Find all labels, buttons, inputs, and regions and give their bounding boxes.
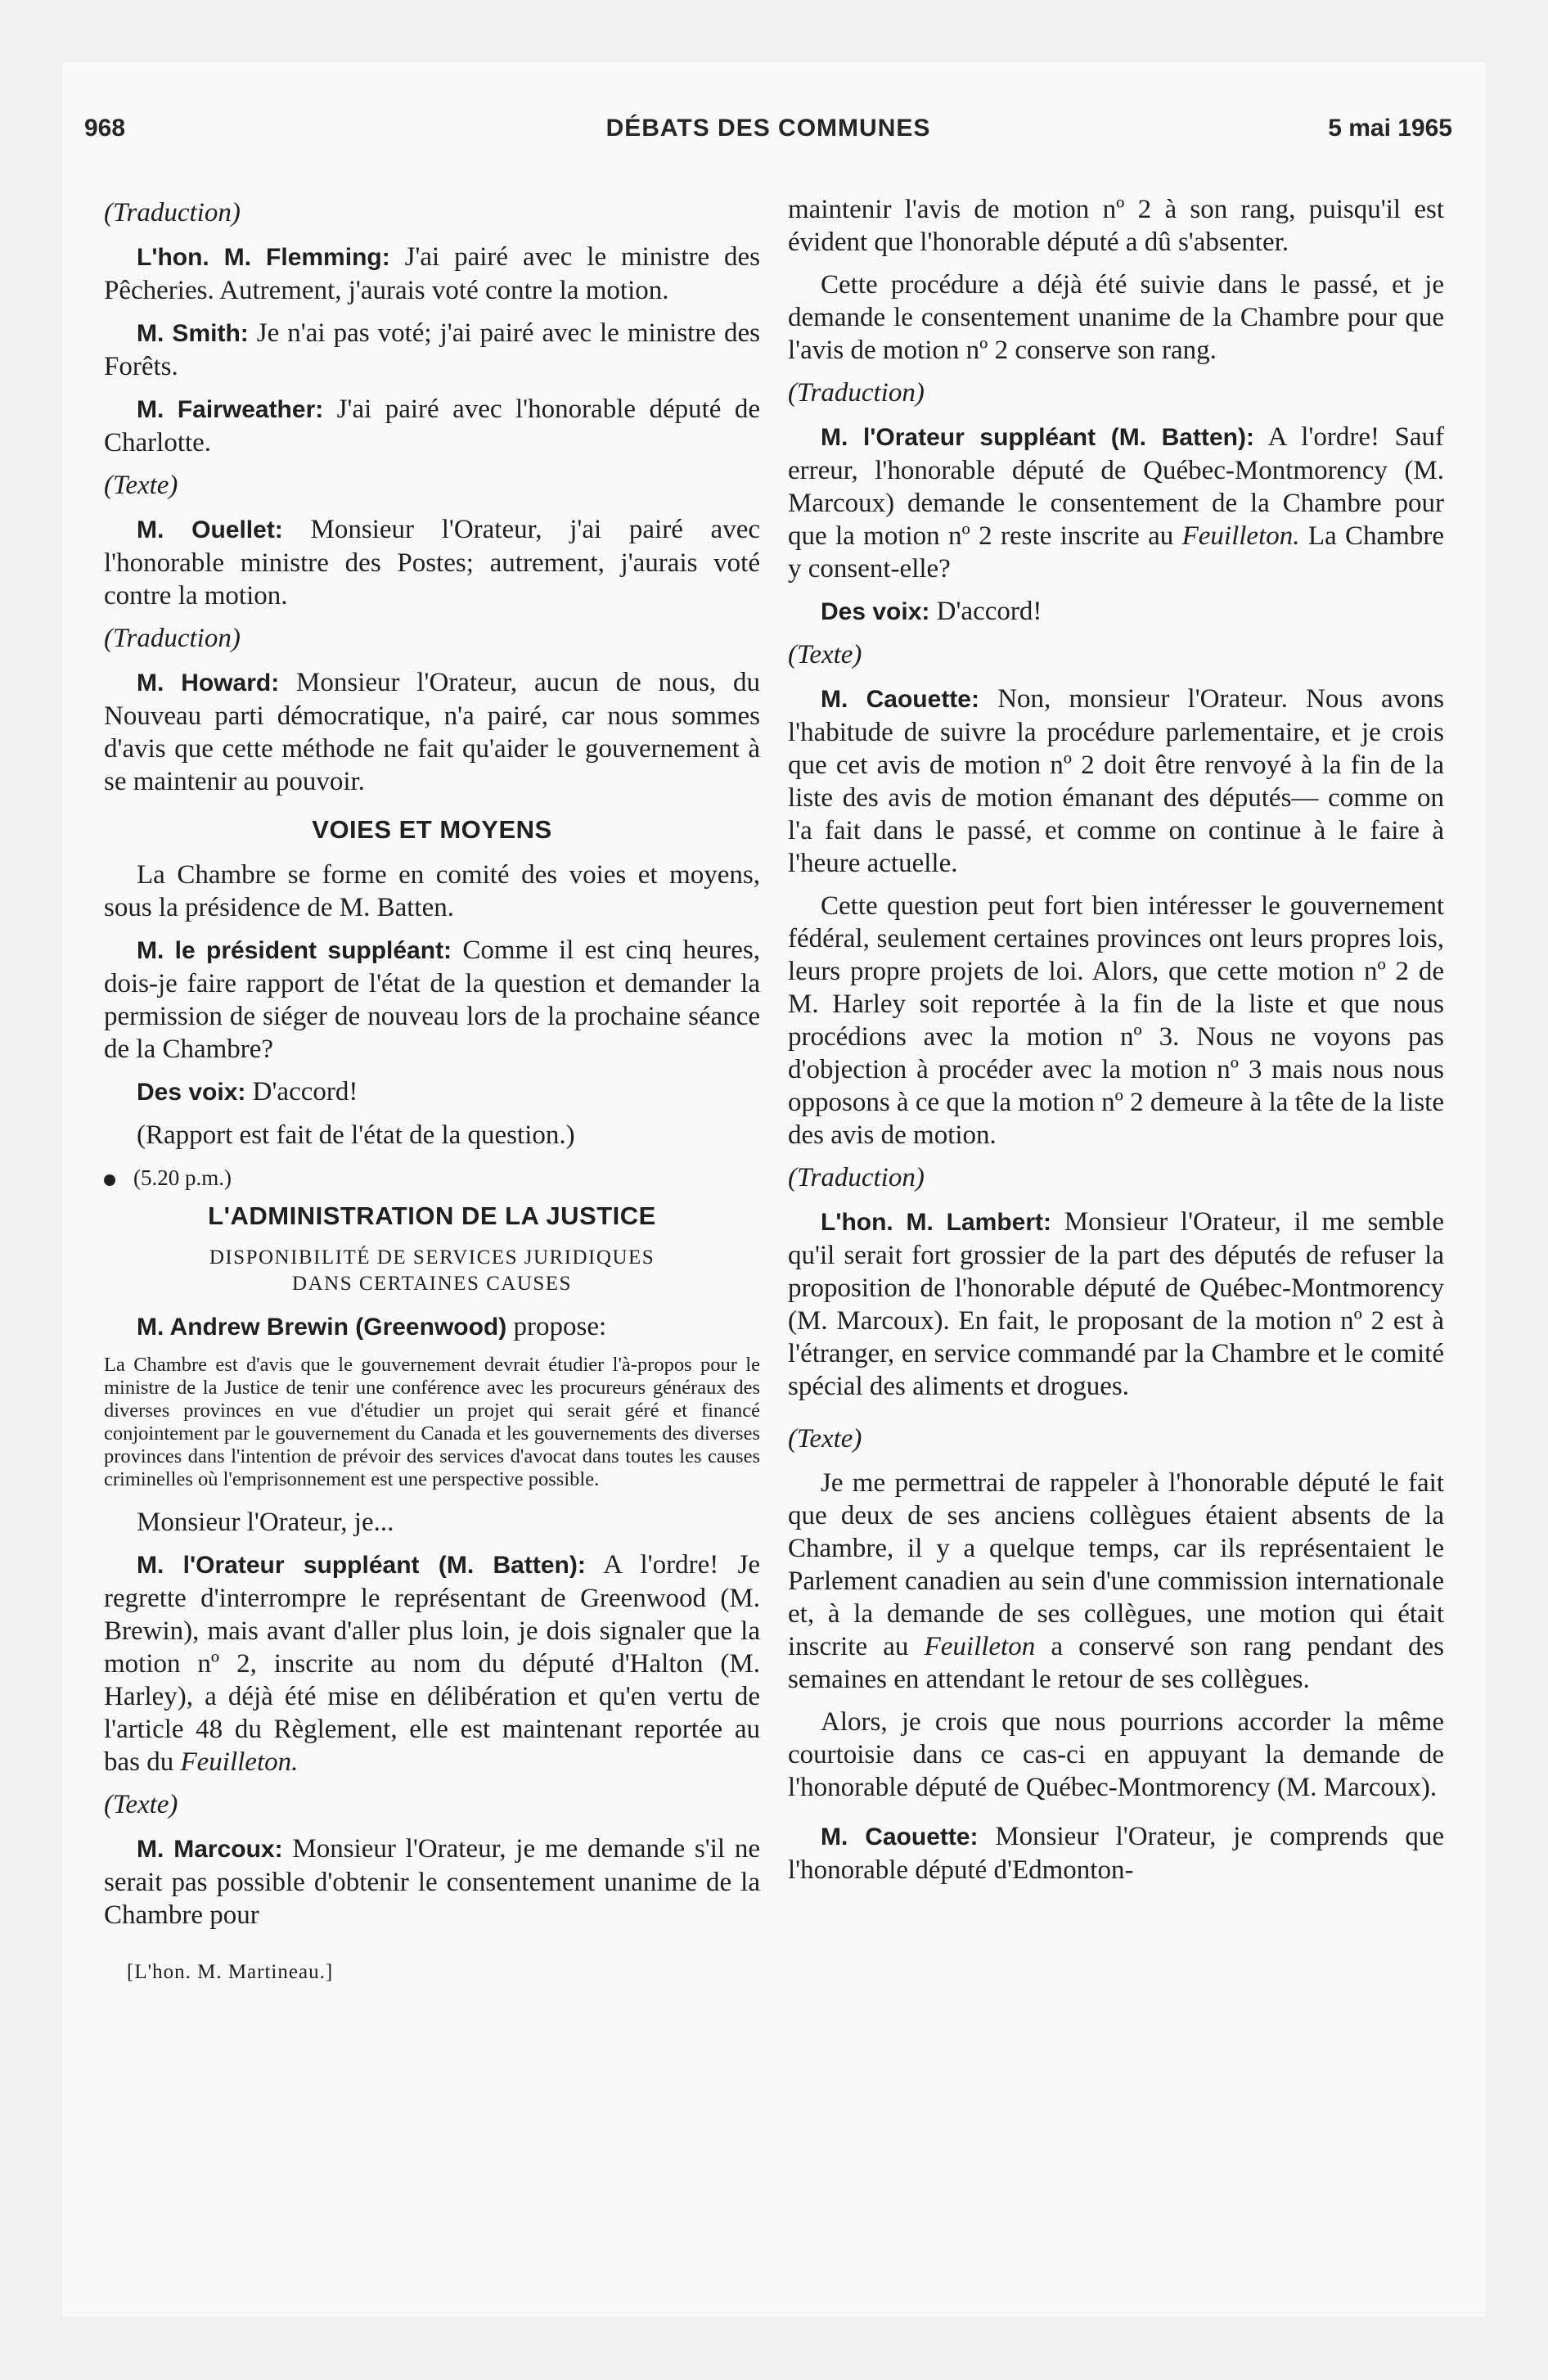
speech-text: Comme il est cinq heures, dois-je faire rapport de l'état de la question et demander la permission de siéger de nouveau lors de la prochaine séance de la Chambre?: [104, 935, 760, 1064]
publication-date: 5 mai 1965: [1328, 115, 1452, 142]
speech-text: Monsieur l'Orateur, j'ai pairé avec l'honorable ministre des Postes; autrement, j'aurais voté contre la motion.: [104, 515, 760, 611]
speaker-name: Des voix:: [137, 1079, 246, 1106]
paragraph: [788, 1820, 1444, 1886]
paragraph: [104, 513, 760, 612]
speech-text: a conservé son rang pendant des semaines en attendant le retour de ses collègues.: [788, 1632, 1444, 1694]
speech-text: D'accord!: [929, 597, 1042, 626]
speech-text: La Chambre y consent-elle?: [788, 521, 1444, 584]
language-label: (Texte): [788, 640, 862, 669]
paragraph: [104, 1832, 760, 1931]
paragraph: [104, 317, 760, 383]
speech-text: Monsieur l'Orateur, il me semble qu'il serait fort grossier de la part des députés de refuser la proposition de l'honorable député de Québec-Montmorency (M. Marcoux). En fait, le proposant de la motion nº 2 est à l'étranger, en service commandé par la Chambre et le comité spécial des aliments et drogues.: [788, 1207, 1444, 1401]
speech-text: Monsieur l'Orateur, je comprends que l'honorable député d'Edmonton-: [788, 1822, 1444, 1885]
section-heading: L'ADMINISTRATION DE LA JUSTICE: [208, 1201, 656, 1230]
italic-text: Feuilleton.: [1181, 521, 1300, 551]
paragraph: [104, 1310, 760, 1344]
speaker-name: M. le président suppléant:: [137, 937, 452, 964]
paragraph: [788, 595, 1444, 629]
paragraph: [788, 683, 1444, 880]
paragraph: [104, 1548, 760, 1778]
speech-text: A l'ordre! Je regrette d'interrompre le représentant de Greenwood (M. Brewin), mais avant d'aller plus loin, je dois signaler que la motion nº 2, inscrite au nom du député d'Halton (M. Harley), a déjà été mise en délibération et qu'en vertu de l'article 48 du Règlement, elle est maintenant reportée au bas du: [104, 1550, 760, 1777]
paragraph: Alors, je crois que nous pourrions accorder la même courtoisie dans ce cas-ci en appuyant la demande de l'honorable député de Québec-Montmorency (M. Marcoux).: [788, 1707, 1444, 1802]
paragraph: La Chambre se forme en comité des voies et moyens, sous la présidence de M. Batten.: [104, 860, 760, 922]
paragraph: [104, 666, 760, 798]
paragraph: Cette procédure a déjà été suivie dans le passé, et je demande le consentement unanime de la Chambre pour que l'avis de motion nº 2 conserve son rang.: [788, 270, 1444, 365]
language-label: (Texte): [104, 471, 178, 500]
paragraph: [788, 421, 1444, 585]
right-column: [788, 193, 1444, 1896]
paragraph: [104, 1075, 760, 1109]
speaker-name: M. Caouette:: [821, 1823, 979, 1850]
speaker-name: L'hon. M. Flemming:: [137, 244, 390, 271]
language-label: (Traduction): [788, 378, 925, 408]
language-label: (Texte): [788, 1424, 862, 1454]
time-text: (5.20 p.m.): [133, 1165, 232, 1190]
italic-text: Feuilleton.: [180, 1747, 299, 1777]
paragraph: [104, 241, 760, 307]
speech-text: Monsieur l'Orateur, je me demande s'il ne serait pas possible d'obtenir le consentement unanime de la Chambre pour: [104, 1834, 760, 1930]
speaker-name: L'hon. M. Lambert:: [821, 1209, 1052, 1236]
speaker-name: M. Fairweather:: [137, 396, 324, 423]
paragraph: [788, 1206, 1444, 1403]
speaker-name: M. Caouette:: [821, 686, 979, 713]
language-label: (Texte): [104, 1790, 178, 1819]
paragraph: (Rapport est fait de l'état de la question.): [137, 1120, 575, 1150]
language-label: (Traduction): [104, 198, 241, 228]
subsection-heading: [104, 1245, 760, 1297]
speaker-name: Des voix:: [821, 598, 930, 625]
language-label: (Traduction): [104, 624, 241, 653]
bullet-icon: [104, 1174, 115, 1186]
italic-text: Feuilleton: [924, 1632, 1036, 1661]
speaker-name: M. l'Orateur suppléant (M. Batten):: [821, 424, 1254, 451]
speech-text: J'ai pairé avec le ministre des Pêcheries. Autrement, j'aurais voté contre la motion.: [104, 242, 761, 305]
speaker-name: M. Andrew Brewin (Greenwood): [137, 1314, 507, 1341]
left-column: [104, 193, 760, 1999]
paragraph: [104, 393, 760, 459]
speech-text: Je me permettrai de rappeler à l'honorable député le fait que deux de ses anciens collègues étaient absents de la Chambre, il y a quelque temps, car ils représentaient le Parlement canadien au sein d'une commission internationale et, à la demande de ses collègues, une motion qui était inscrite au: [788, 1468, 1444, 1661]
time-marker: [104, 1161, 760, 1194]
section-heading: VOIES ET MOYENS: [312, 815, 552, 844]
speech-text: A l'ordre! Sauf erreur, l'honorable député de Québec-Montmorency (M. Marcoux) demande le consentement de la Chambre pour que la motion nº 2 reste inscrite au: [788, 422, 1444, 551]
speech-text: Non, monsieur l'Orateur. Nous avons l'habitude de suivre la procédure parlementaire, et je crois que cet avis de motion nº 2 doit être renvoyé à la fin de la liste des avis de motion émanant des députés— comme on l'a fait dans le passé, et comme on continue à le faire à l'heure actuelle.: [788, 684, 1444, 878]
motion-text: La Chambre est d'avis que le gouvernement devrait étudier l'à-propos pour le ministre de la Justice de tenir une conférence avec les procureurs généraux des diverses provinces en vue d'étudier un projet qui serait géré et financé conjointement par le gouvernement du Canada et les gouvernements des diverses provinces dans l'intention de prévoir des services d'avocat dans toutes les causes criminelles où l'emprisonnement est une perspective possible.: [104, 1354, 760, 1490]
page-number: 968: [84, 115, 126, 142]
page-header: [84, 115, 1452, 164]
footer-note: [L'hon. M. Martineau.]: [127, 1961, 334, 1983]
paragraph: Monsieur l'Orateur, je...: [137, 1508, 394, 1537]
subheading-line: DANS CERTAINES CAUSES: [292, 1273, 572, 1295]
speaker-name: M. Marcoux:: [137, 1836, 283, 1863]
speech-text: Monsieur l'Orateur, aucun de nous, du Nouveau parti démocratique, n'a pairé, car nous sommes d'avis que cette méthode ne fait qu'aider le gouvernement à se maintenir au pouvoir.: [104, 668, 760, 796]
speech-text: Je n'ai pas voté; j'ai pairé avec le ministre des Forêts.: [104, 318, 760, 381]
speech-text: propose:: [506, 1312, 607, 1341]
speaker-name: M. Ouellet:: [137, 516, 283, 543]
speaker-name: M. Smith:: [137, 320, 249, 347]
language-label: (Traduction): [788, 1163, 925, 1192]
speech-text: J'ai pairé avec l'honorable député de Charlotte.: [104, 394, 760, 458]
paragraph: [104, 934, 760, 1066]
paragraph: [788, 1467, 1444, 1696]
publication-title: DÉBATS DES COMMUNES: [605, 115, 931, 142]
paragraph: maintenir l'avis de motion nº 2 à son rang, puisqu'il est évident que l'honorable député a dû s'absenter.: [788, 195, 1444, 257]
subheading-line: DISPONIBILITÉ DE SERVICES JURIDIQUES: [209, 1246, 655, 1269]
speaker-name: M. l'Orateur suppléant (M. Batten):: [137, 1552, 586, 1579]
speech-text: D'accord!: [245, 1077, 358, 1107]
paragraph: Cette question peut fort bien intéresser le gouvernement fédéral, seulement certaines provinces ont leurs propres lois, leurs propre projets de loi. Alors, que cette motion nº 2 de M. Harley soit reportée à la fin de la liste et que nous procédions avec la motion nº 3. Nous ne voyons pas d'objection à procéder avec la motion nº 3 mais nous nous opposons à ce que la motion nº 2 demeure à la tête de la liste des avis de motion.: [788, 891, 1444, 1150]
speaker-name: M. Howard:: [137, 669, 280, 696]
